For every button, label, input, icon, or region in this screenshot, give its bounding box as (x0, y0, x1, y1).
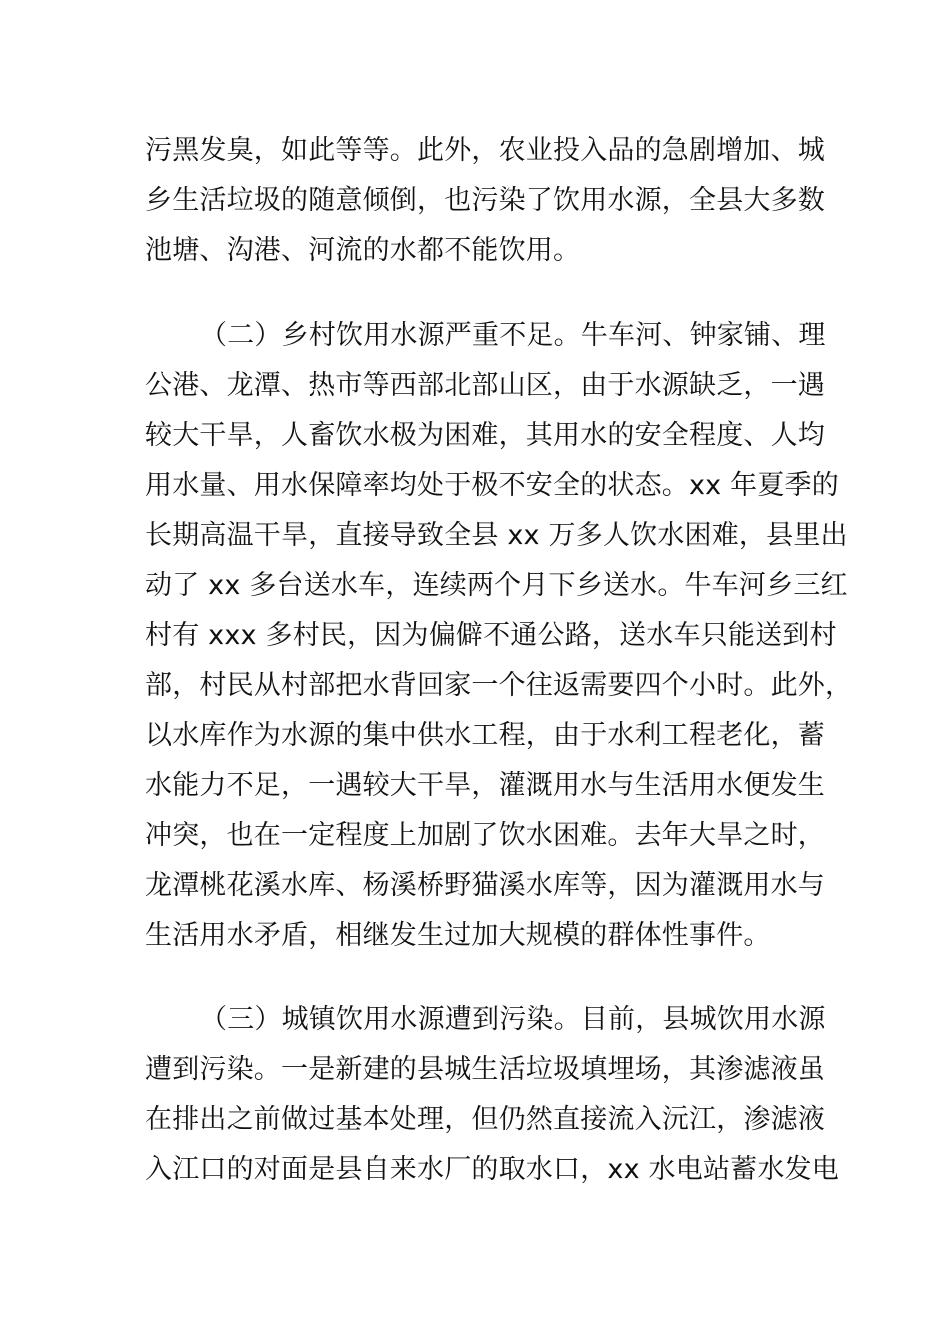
text-line: （三）城镇饮用水源遭到污染。目前，县城饮用水源 (200, 1004, 826, 1035)
text-line: 长期高温干旱，直接导致全县 xx 万多人饮水困难，县里出 (145, 520, 848, 551)
text-line: 在排出之前做过基本处理，但仍然直接流入沅江，渗滤液 (145, 1104, 825, 1135)
text-line: 冲突，也在一定程度上加剧了饮水困难。去年大旱之时， (145, 820, 825, 851)
text-line: 动了 xx 多台送水车，连续两个月下乡送水。牛车河乡三红 (145, 570, 848, 601)
text-line: 村有 xxx 多村民，因为偏僻不通公路，送水车只能送到村 (145, 620, 837, 651)
text-line: 以水库作为水源的集中供水工程，由于水利工程老化，蓄 (145, 720, 825, 751)
text-line: 龙潭桃花溪水库、杨溪桥野猫溪水库等，因为灌溉用水与 (145, 870, 825, 901)
text-line: 生活用水矛盾，相继发生过加大规模的群体性事件。 (145, 920, 771, 951)
text-line: （二）乡村饮用水源严重不足。牛车河、钟家铺、理 (200, 320, 826, 351)
text-line: 水能力不足，一遇较大干旱，灌溉用水与生活用水便发生 (145, 770, 825, 801)
text-line: 乡生活垃圾的随意倾倒，也污染了饮用水源，全县大多数 (145, 185, 825, 216)
text-line: 部，村民从村部把水背回家一个往返需要四个小时。此外， (145, 670, 853, 701)
text-line: 用水量、用水保障率均处于极不安全的状态。xx 年夏季的 (145, 470, 839, 501)
text-line: 较大干旱，人畜饮水极为困难，其用水的安全程度、人均 (145, 420, 825, 451)
text-line: 入江口的对面是县自来水厂的取水口，xx 水电站蓄水发电 (145, 1154, 839, 1185)
text-line: 遭到污染。一是新建的县城生活垃圾填埋场，其渗滤液虽 (145, 1054, 825, 1085)
text-line: 污黑发臭，如此等等。此外，农业投入品的急剧增加、城 (145, 135, 825, 166)
text-line: 公港、龙潭、热市等西部北部山区，由于水源缺乏，一遇 (145, 370, 825, 401)
text-line: 池塘、沟港、河流的水都不能饮用。 (145, 235, 581, 266)
